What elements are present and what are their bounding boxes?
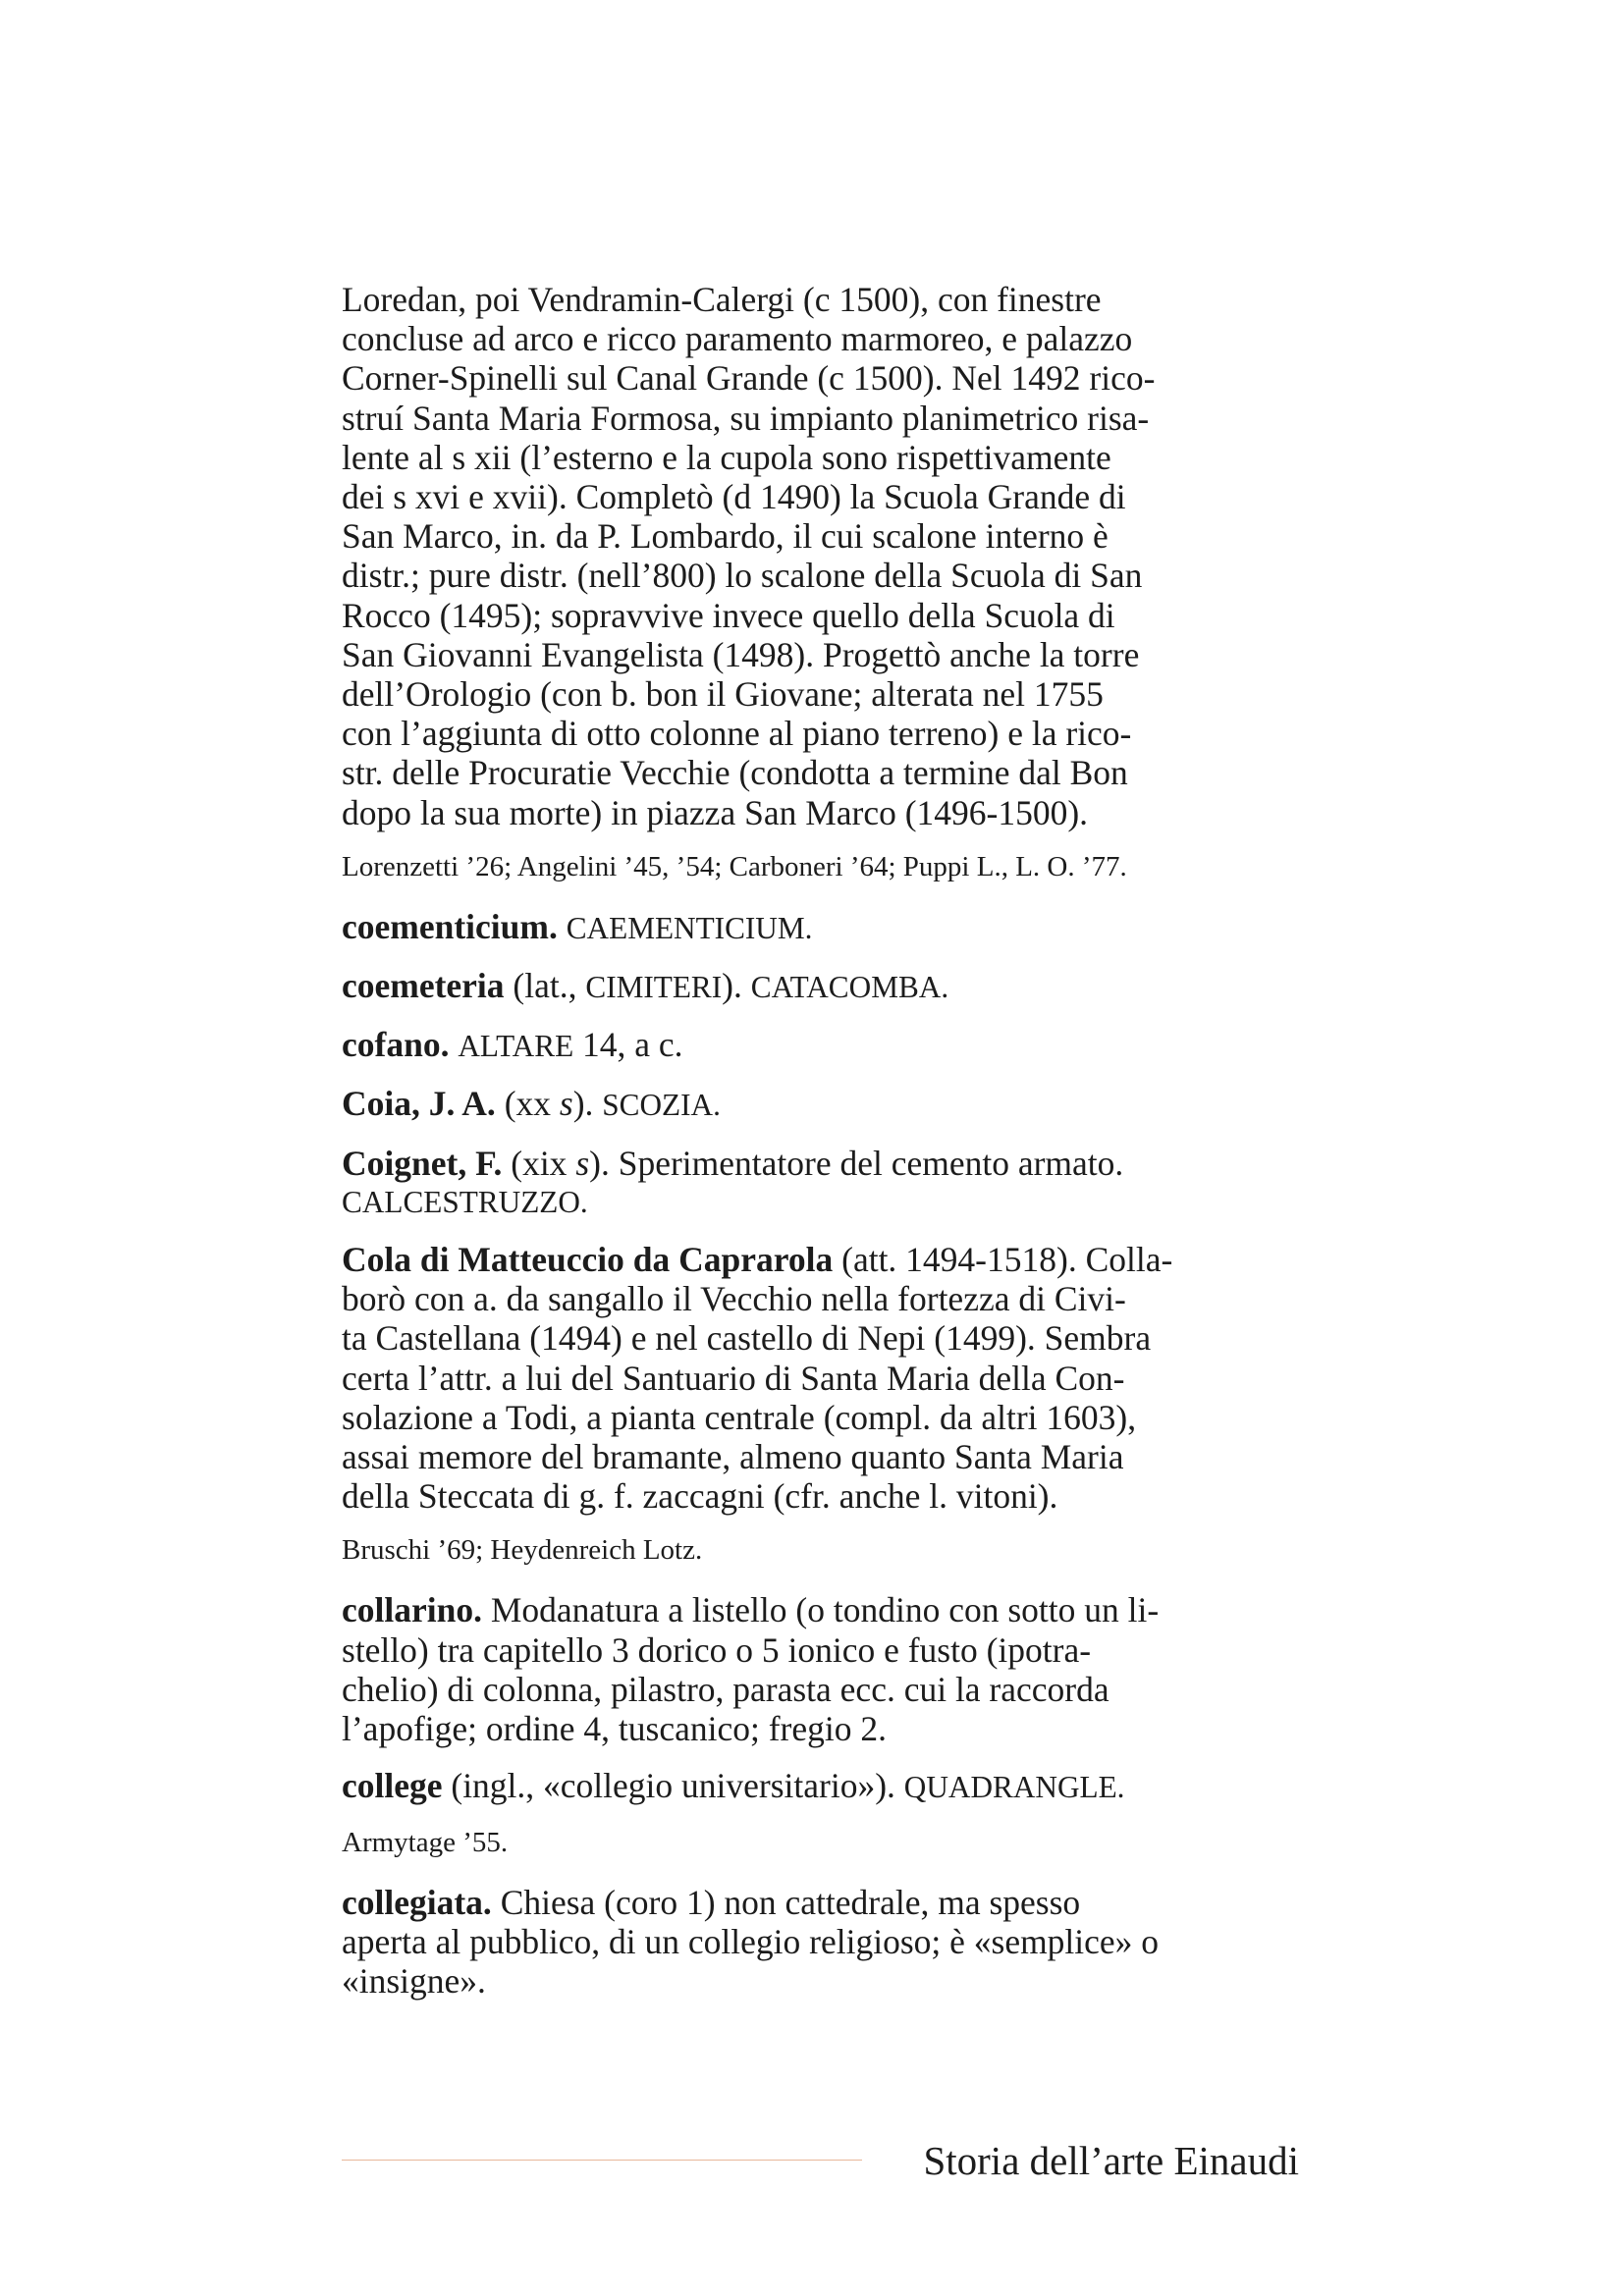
cross-reference-link[interactable]: CAEMENTICIUM. bbox=[566, 910, 813, 945]
entry-text: (ingl., «collegio universitario»). bbox=[451, 1766, 895, 1806]
page-body bbox=[342, 280, 1298, 2018]
entry-college bbox=[342, 1766, 1298, 1807]
entry-coemeteria bbox=[342, 966, 1298, 1007]
entry-collarino bbox=[342, 1590, 1298, 1748]
date-note-close: ). bbox=[589, 1143, 610, 1183]
text-line: con l’aggiunta di otto colonne al piano terreno) e la rico- bbox=[342, 714, 1132, 754]
headword: coemeteria bbox=[342, 966, 505, 1006]
date-note-open: (xx bbox=[504, 1084, 560, 1124]
headword: Coignet, F. bbox=[342, 1143, 503, 1183]
text-line: str. delle Procuratie Vecchie (condotta a termine dal Bon bbox=[342, 753, 1128, 793]
text-line: concluse ad arco e ricco paramento marmoreo, e palazzo bbox=[342, 319, 1133, 359]
text-line: Corner-Spinelli sul Canal Grande (c 1500). Nel 1492 rico- bbox=[342, 358, 1156, 399]
entry-coia bbox=[342, 1084, 1298, 1125]
text-line: San Marco, in. da P. Lombardo, il cui scalone interno è bbox=[342, 516, 1109, 557]
bibliography-references: Bruschi ’69; Heydenreich Lotz. bbox=[342, 1534, 703, 1567]
text-line: solazione a Todi, a pianta centrale (compl. da altri 1603), bbox=[342, 1397, 1137, 1437]
entry-coementicium bbox=[342, 907, 1298, 948]
text-line: assai memore del bramante, almeno quanto Santa Maria bbox=[342, 1437, 1124, 1477]
entry-coignet bbox=[342, 1144, 1298, 1222]
cross-reference-link[interactable]: ALTARE bbox=[458, 1029, 574, 1064]
headword: cofano. bbox=[342, 1025, 450, 1065]
entry-collegiata bbox=[342, 1883, 1298, 2002]
text-line: «insigne». bbox=[342, 1960, 486, 2001]
date-note-century: s bbox=[575, 1143, 590, 1183]
text-line: dopo la sua morte) in piazza San Marco (1496-1500). bbox=[342, 792, 1089, 832]
text-line: Rocco (1495); sopravvive invece quello della Scuola di bbox=[342, 595, 1115, 635]
bibliography-references: Armytage ’55. bbox=[342, 1826, 509, 1858]
footer-rule bbox=[342, 2160, 862, 2161]
cross-reference-detail: 14, a c. bbox=[582, 1025, 683, 1065]
language-note-open: (lat., bbox=[513, 966, 586, 1006]
entry-loredan-continuation bbox=[342, 280, 1298, 832]
text-line: dell’Orologio (con b. bon il Giovane; alterata nel 1755 bbox=[342, 674, 1104, 715]
cross-reference-link[interactable]: SCOZIA. bbox=[602, 1088, 721, 1123]
headword: college bbox=[342, 1766, 443, 1806]
cross-reference-link[interactable]: CATACOMBA. bbox=[750, 970, 949, 1005]
bibliography-references: Lorenzetti ’26; Angelini ’45, ’54; Carboneri ’64; Puppi L., L. O. ’77. bbox=[342, 850, 1127, 882]
text-line: Modanatura a listello (o tondino con sotto un li- bbox=[490, 1590, 1160, 1630]
text-line: lente al s xii (l’esterno e la cupola sono rispettivamente bbox=[342, 437, 1111, 477]
text-line: San Giovanni Evangelista (1498). Progettò anche la torre bbox=[342, 634, 1140, 674]
headword: collarino. bbox=[342, 1590, 482, 1630]
date-note-close: ). bbox=[572, 1084, 594, 1124]
cross-reference-link[interactable]: CIMITERI bbox=[585, 970, 723, 1005]
text-line: aperta al pubblico, di un collegio religioso; è «semplice» o bbox=[342, 1921, 1160, 1961]
headword: Coia, J. A. bbox=[342, 1084, 496, 1124]
date-note-century: s bbox=[559, 1084, 573, 1124]
headword: Cola di Matteuccio da Caprarola bbox=[342, 1240, 834, 1280]
language-note-close: ). bbox=[722, 966, 742, 1006]
entry-cofano bbox=[342, 1025, 1298, 1066]
text-line: borò con a. da sangallo il Vecchio nella fortezza di Civi- bbox=[342, 1279, 1126, 1319]
text-line: Loredan, poi Vendramin-Calergi (c 1500), con finestre bbox=[342, 280, 1102, 319]
text-line: chelio) di colonna, pilastro, parasta ecc. cui la raccorda bbox=[342, 1669, 1109, 1709]
text-line: distr.; pure distr. (nell’800) lo scalone della Scuola di San bbox=[342, 556, 1143, 596]
headword: coementicium. bbox=[342, 906, 558, 946]
page-footer bbox=[342, 2136, 1299, 2185]
text-line: stello) tra capitello 3 dorico o 5 ionico e fusto (ipotra- bbox=[342, 1629, 1092, 1670]
text-line: (att. 1494-1518). Colla- bbox=[841, 1240, 1173, 1280]
text-line: l’apofige; ordine 4, tuscanico; fregio 2. bbox=[342, 1709, 887, 1749]
entry-cola-di-matteuccio bbox=[342, 1240, 1298, 1516]
cross-reference-link[interactable]: CALCESTRUZZO. bbox=[342, 1184, 588, 1219]
cross-reference-link[interactable]: QUADRANGLE. bbox=[903, 1770, 1125, 1805]
text-line: Chiesa (coro 1) non cattedrale, ma spesso bbox=[500, 1882, 1081, 1922]
headword: collegiata. bbox=[342, 1882, 492, 1922]
text-line: dei s xvi e xvii). Completò (d 1490) la Scuola Grande di bbox=[342, 477, 1126, 517]
text-line: struí Santa Maria Formosa, su impianto planimetrico risa- bbox=[342, 398, 1150, 438]
date-note-open: (xix bbox=[511, 1143, 576, 1183]
text-line: ta Castellana (1494) e nel castello di Nepi (1499). Sembra bbox=[342, 1318, 1152, 1359]
entry-text: Sperimentatore del cemento armato. bbox=[618, 1143, 1124, 1183]
text-line: certa l’attr. a lui del Santuario di Santa Maria della Con- bbox=[342, 1358, 1125, 1398]
text-line: della Steccata di g. f. zaccagni (cfr. anche l. vitoni). bbox=[342, 1476, 1058, 1517]
publisher-credit: Storia dell’arte Einaudi bbox=[923, 2138, 1299, 2183]
